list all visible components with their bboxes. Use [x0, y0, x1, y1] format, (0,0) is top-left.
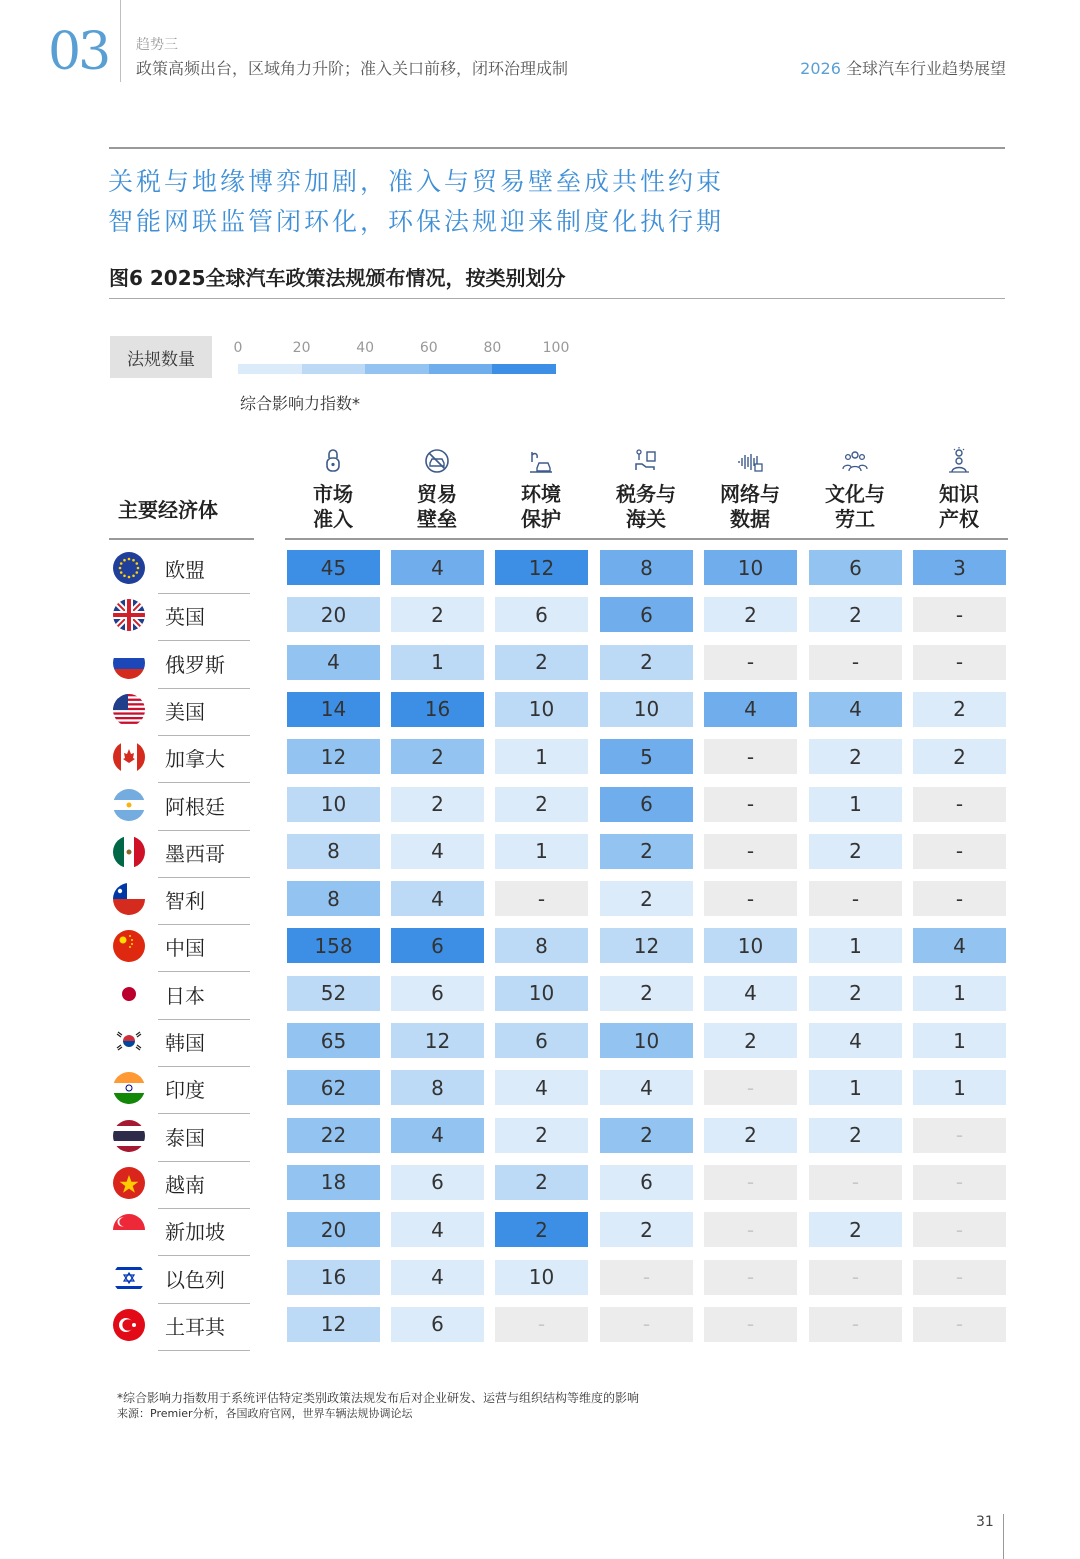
table-cell: -	[495, 881, 588, 916]
column-header-line-2: 保护	[521, 507, 561, 531]
column-header-line-2: 产权	[939, 507, 979, 531]
row-divider	[158, 1350, 250, 1351]
table-cell: -	[809, 1307, 902, 1342]
legend-tick: 100	[542, 340, 570, 356]
table-cell: 6	[600, 1165, 693, 1200]
header-rule-right	[285, 538, 1008, 540]
table-cell: 6	[495, 597, 588, 632]
table-cell: 2	[391, 787, 484, 822]
table-cell: 2	[391, 597, 484, 632]
table-cell: 6	[391, 1307, 484, 1342]
table-cell: 10	[495, 976, 588, 1011]
table-cell: 2	[600, 645, 693, 680]
table-cell: -	[913, 1260, 1006, 1295]
country-name: 越南	[165, 1172, 205, 1197]
column-header	[495, 446, 587, 532]
table-row	[0, 1210, 1080, 1257]
table-cell: 2	[600, 1212, 693, 1247]
network-data-icon	[735, 446, 765, 476]
column-header-line-1: 环境	[521, 482, 561, 506]
table-cell: 1	[809, 928, 902, 963]
row-divider	[158, 735, 250, 736]
row-divider	[158, 1161, 250, 1162]
table-cell: 6	[495, 1023, 588, 1058]
row-divider	[158, 1066, 250, 1067]
row-divider	[158, 1019, 250, 1020]
table-cell: -	[913, 645, 1006, 680]
table-cell: 4	[391, 834, 484, 869]
table-cell: 14	[287, 692, 380, 727]
table-cell: -	[704, 1307, 797, 1342]
table-row	[0, 1258, 1080, 1305]
table-cell: 3	[913, 550, 1006, 585]
table-cell: 20	[287, 1212, 380, 1247]
table-cell: -	[704, 1260, 797, 1295]
country-name: 阿根廷	[165, 794, 225, 819]
legend-segment	[429, 364, 493, 374]
country-name: 俄罗斯	[165, 652, 225, 677]
row-divider	[158, 688, 250, 689]
column-header	[704, 446, 796, 532]
table-cell: 6	[600, 787, 693, 822]
table-row	[0, 926, 1080, 973]
table-cell: 10	[495, 1260, 588, 1295]
row-divider	[158, 1113, 250, 1114]
legend-segment	[365, 364, 429, 374]
table-cell: -	[913, 1165, 1006, 1200]
flag-sg-icon	[113, 1214, 145, 1246]
table-cell: 8	[600, 550, 693, 585]
flag-ar-icon	[113, 789, 145, 821]
lock-icon	[318, 446, 348, 476]
country-name: 新加坡	[165, 1220, 225, 1245]
row-header-economy: 主要经济体	[118, 498, 218, 522]
table-cell: 10	[287, 787, 380, 822]
country-name: 美国	[165, 699, 205, 724]
table-cell: 2	[495, 645, 588, 680]
table-cell: 2	[600, 976, 693, 1011]
row-divider	[158, 1255, 250, 1256]
table-row	[0, 737, 1080, 784]
table-row	[0, 1163, 1080, 1210]
row-divider	[158, 924, 250, 925]
table-cell: -	[913, 834, 1006, 869]
row-divider	[158, 830, 250, 831]
table-cell: -	[704, 834, 797, 869]
table-cell: 4	[391, 1118, 484, 1153]
country-name: 墨西哥	[165, 841, 225, 866]
table-cell: 10	[600, 1023, 693, 1058]
row-divider	[158, 971, 250, 972]
column-header	[809, 446, 901, 532]
report-year: 2026	[800, 59, 841, 78]
flag-vn-icon	[113, 1167, 145, 1199]
table-cell: 2	[704, 597, 797, 632]
table-cell: 2	[495, 1212, 588, 1247]
table-cell: 4	[391, 1212, 484, 1247]
table-cell: 2	[495, 1165, 588, 1200]
country-name: 中国	[165, 936, 205, 961]
legend-count-label: 法规数量	[110, 336, 212, 378]
table-cell: 158	[287, 928, 380, 963]
table-cell: 2	[809, 834, 902, 869]
table-cell: 8	[287, 881, 380, 916]
top-rule	[109, 147, 1005, 149]
table-cell: 2	[704, 1023, 797, 1058]
table-cell: 12	[600, 928, 693, 963]
table-cell: 6	[391, 1165, 484, 1200]
country-name: 土耳其	[165, 1314, 225, 1339]
flag-jp-icon	[113, 978, 145, 1010]
flag-th-icon	[113, 1120, 145, 1152]
trend-subtitle: 政策高频出台，区域角力升阶；准入关口前移，闭环治理成制	[136, 59, 569, 78]
legend-segment	[492, 364, 556, 374]
table-cell: 4	[287, 645, 380, 680]
legend-tick: 0	[233, 340, 243, 356]
table-cell: 62	[287, 1070, 380, 1105]
source-note: 来源：Premier分析，各国政府官网，世界车辆法规协调论坛	[117, 1407, 413, 1420]
column-header-line-1: 税务与	[616, 482, 676, 506]
country-name: 印度	[165, 1078, 205, 1103]
table-cell: -	[704, 645, 797, 680]
column-header	[287, 446, 379, 532]
table-cell: -	[495, 1307, 588, 1342]
table-row	[0, 643, 1080, 690]
table-cell: 10	[600, 692, 693, 727]
country-name: 日本	[165, 983, 205, 1008]
column-header	[391, 446, 483, 532]
table-cell: 4	[391, 881, 484, 916]
table-cell: -	[704, 739, 797, 774]
legend-index-label: 综合影响力指数*	[240, 394, 361, 413]
table-row	[0, 1068, 1080, 1115]
table-cell: 8	[495, 928, 588, 963]
table-cell: 4	[704, 692, 797, 727]
page-number: 31	[976, 1514, 994, 1530]
tax-customs-icon	[631, 446, 661, 476]
table-cell: 10	[495, 692, 588, 727]
table-cell: 1	[495, 739, 588, 774]
table-cell: 4	[391, 550, 484, 585]
table-cell: 2	[809, 597, 902, 632]
table-cell: 1	[913, 1023, 1006, 1058]
table-cell: -	[913, 597, 1006, 632]
table-cell: 5	[600, 739, 693, 774]
table-cell: -	[913, 787, 1006, 822]
flag-cl-icon	[113, 883, 145, 915]
flag-ca-icon	[113, 741, 145, 773]
column-header-line-1: 网络与	[720, 482, 780, 506]
table-cell: 65	[287, 1023, 380, 1058]
flag-us-icon	[113, 694, 145, 726]
table-cell: 2	[391, 739, 484, 774]
column-header-line-1: 市场	[313, 482, 353, 506]
headline-line-1: 关税与地缘博弈加剧，准入与贸易壁垒成共性约束	[108, 167, 725, 196]
table-cell: -	[913, 881, 1006, 916]
column-header-line-2: 壁垒	[417, 507, 457, 531]
table-cell: 4	[913, 928, 1006, 963]
legend-tick: 40	[356, 340, 375, 356]
report-title	[800, 56, 1006, 79]
figure-rule	[109, 298, 1005, 299]
table-cell: -	[913, 1118, 1006, 1153]
table-cell: 8	[287, 834, 380, 869]
table-cell: 4	[391, 1260, 484, 1295]
flag-il-icon	[113, 1262, 145, 1294]
table-cell: 1	[391, 645, 484, 680]
column-header	[913, 446, 1005, 532]
table-cell: 1	[495, 834, 588, 869]
table-cell: 2	[809, 1118, 902, 1153]
table-cell: -	[704, 1165, 797, 1200]
table-cell: 6	[809, 550, 902, 585]
row-divider	[158, 640, 250, 641]
table-row	[0, 548, 1080, 595]
country-name: 欧盟	[165, 558, 205, 582]
column-header-line-2: 劳工	[835, 507, 875, 531]
table-cell: 12	[495, 550, 588, 585]
table-row	[0, 690, 1080, 737]
country-name: 英国	[165, 605, 205, 630]
table-cell: 6	[391, 976, 484, 1011]
country-name: 加拿大	[165, 747, 225, 772]
people-icon	[840, 446, 870, 476]
table-cell: 8	[391, 1070, 484, 1105]
table-cell: 10	[704, 550, 797, 585]
footnote: *综合影响力指数用于系统评估特定类别政策法规发布后对企业研发、运营与组织结构等维度的影响	[117, 1391, 640, 1405]
row-divider	[158, 1208, 250, 1209]
table-cell: 52	[287, 976, 380, 1011]
row-divider	[158, 593, 250, 594]
flag-mx-icon	[113, 836, 145, 868]
flag-cn-icon	[113, 930, 145, 962]
row-divider	[158, 782, 250, 783]
table-row	[0, 879, 1080, 926]
header-divider	[120, 0, 121, 82]
table-cell: -	[913, 1212, 1006, 1247]
table-cell: 2	[809, 1212, 902, 1247]
column-header-line-1: 知识	[939, 482, 979, 506]
table-cell: 2	[913, 739, 1006, 774]
country-name: 以色列	[165, 1267, 225, 1292]
table-cell: -	[704, 1212, 797, 1247]
table-cell: -	[809, 881, 902, 916]
section-number: 03	[48, 22, 109, 82]
flag-uk-icon	[113, 599, 145, 631]
country-name: 泰国	[165, 1125, 205, 1150]
table-cell: -	[809, 1165, 902, 1200]
table-cell: 12	[287, 1307, 380, 1342]
table-cell: 2	[495, 787, 588, 822]
table-cell: 4	[495, 1070, 588, 1105]
table-cell: -	[809, 645, 902, 680]
idea-person-icon	[944, 446, 974, 476]
table-cell: 2	[600, 834, 693, 869]
table-cell: 12	[391, 1023, 484, 1058]
table-row	[0, 974, 1080, 1021]
flag-tr-icon	[113, 1309, 145, 1341]
column-header-line-1: 贸易	[417, 482, 457, 506]
column-header-line-2: 海关	[626, 507, 666, 531]
column-header-line-1: 文化与	[825, 482, 885, 506]
table-cell: 20	[287, 597, 380, 632]
table-cell: 16	[287, 1260, 380, 1295]
flag-in-icon	[113, 1072, 145, 1104]
table-cell: 2	[809, 739, 902, 774]
trend-label: 趋势三	[136, 37, 178, 53]
table-row	[0, 1116, 1080, 1163]
table-row	[0, 832, 1080, 879]
eco-car-icon	[526, 446, 556, 476]
table-cell: 1	[809, 1070, 902, 1105]
column-header	[600, 446, 692, 532]
table-cell: 18	[287, 1165, 380, 1200]
table-cell: 45	[287, 550, 380, 585]
table-row	[0, 785, 1080, 832]
row-divider	[158, 877, 250, 878]
table-cell: 4	[600, 1070, 693, 1105]
figure-title: 图6 2025全球汽车政策法规颁布情况，按类别划分	[109, 266, 566, 290]
table-cell: -	[809, 1260, 902, 1295]
table-row	[0, 1021, 1080, 1068]
legend-tick: 80	[483, 340, 502, 356]
table-cell: 4	[704, 976, 797, 1011]
legend-segment	[302, 364, 366, 374]
table-cell: 6	[600, 597, 693, 632]
table-cell: -	[600, 1307, 693, 1342]
column-header-line-2: 数据	[730, 507, 770, 531]
table-row	[0, 1305, 1080, 1352]
legend-tick: 60	[419, 340, 438, 356]
table-cell: 10	[704, 928, 797, 963]
table-row	[0, 595, 1080, 642]
country-name: 智利	[165, 889, 205, 914]
legend-tick: 20	[292, 340, 311, 356]
flag-eu-icon	[113, 552, 145, 584]
header-rule-left	[109, 538, 254, 540]
table-cell: 2	[600, 881, 693, 916]
table-cell: 2	[704, 1118, 797, 1153]
table-cell: 12	[287, 739, 380, 774]
no-car-icon	[422, 446, 452, 476]
table-cell: 22	[287, 1118, 380, 1153]
table-cell: 2	[913, 692, 1006, 727]
table-cell: -	[704, 787, 797, 822]
legend-segment	[238, 364, 302, 374]
row-divider	[158, 1303, 250, 1304]
table-cell: -	[704, 1070, 797, 1105]
table-cell: 4	[809, 1023, 902, 1058]
table-cell: 1	[913, 976, 1006, 1011]
headline-line-2: 智能网联监管闭环化，环保法规迎来制度化执行期	[108, 207, 725, 236]
table-cell: 16	[391, 692, 484, 727]
table-cell: 4	[809, 692, 902, 727]
table-cell: 2	[809, 976, 902, 1011]
table-cell: -	[704, 881, 797, 916]
table-cell: 2	[600, 1118, 693, 1153]
page-number-divider	[1003, 1514, 1004, 1559]
flag-kr-icon	[113, 1025, 145, 1057]
flag-ru-icon	[113, 647, 145, 679]
table-cell: -	[600, 1260, 693, 1295]
column-header-line-2: 准入	[313, 507, 353, 531]
table-cell: 1	[809, 787, 902, 822]
table-cell: 1	[913, 1070, 1006, 1105]
table-cell: 2	[495, 1118, 588, 1153]
country-name: 韩国	[165, 1031, 205, 1055]
table-cell: 6	[391, 928, 484, 963]
table-cell: -	[913, 1307, 1006, 1342]
report-name: 全球汽车行业趋势展望	[845, 59, 1006, 78]
